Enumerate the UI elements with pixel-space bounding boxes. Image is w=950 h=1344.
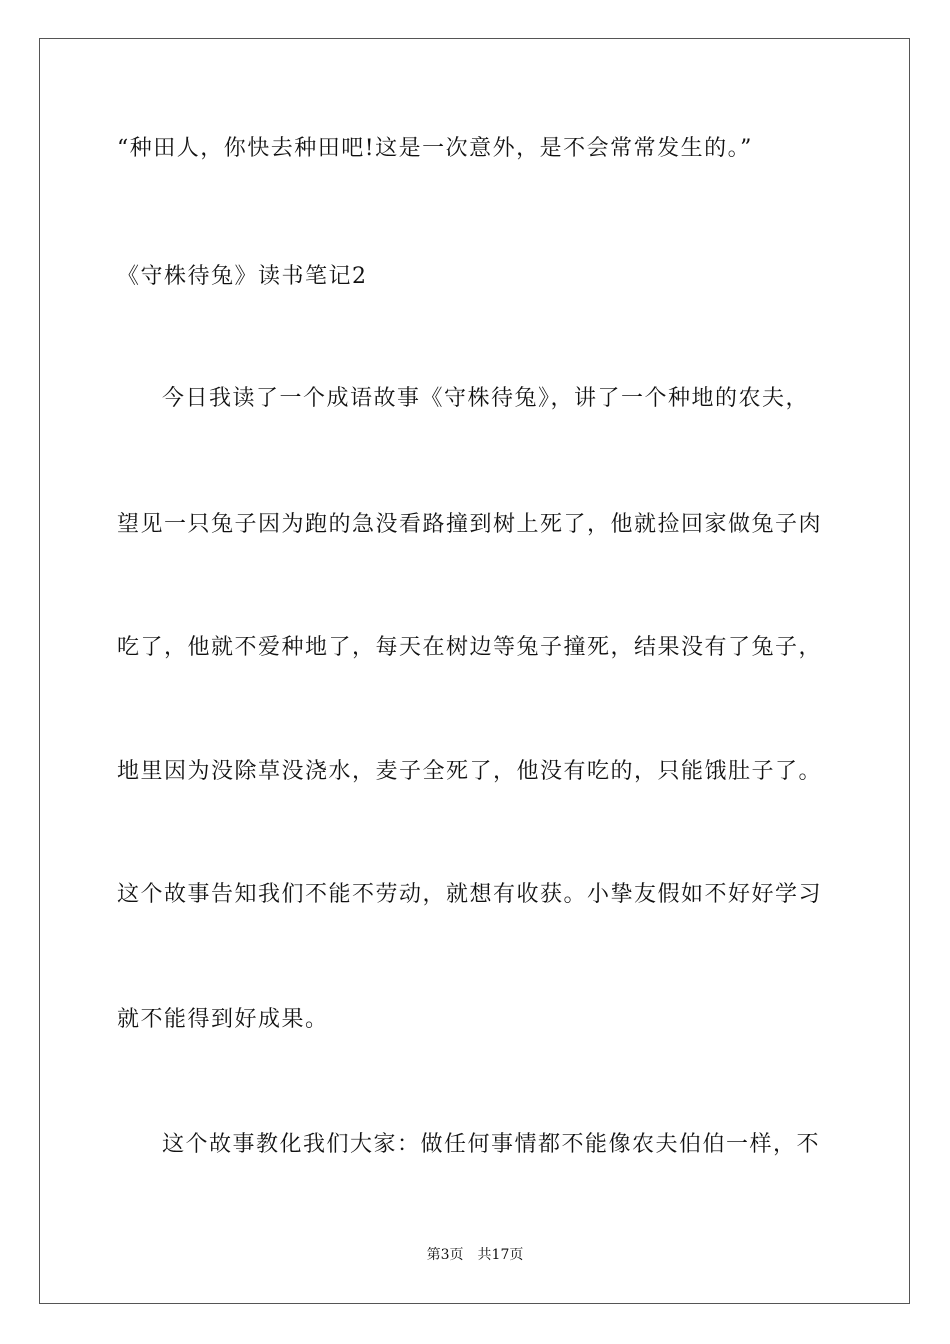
paragraph-line-4: 地里因为没除草没浇水，麦子全死了，他没有吃的，只能饿肚子了。	[117, 759, 823, 784]
page-footer	[0, 1246, 950, 1264]
paragraph-line-1: 今日我读了一个成语故事《守株待兔》，讲了一个种地的农夫，	[162, 386, 810, 411]
page-total: 共17页	[477, 1247, 524, 1263]
page-number: 第3页	[426, 1247, 464, 1263]
section-heading: 《守株待兔》读书笔记2	[117, 264, 368, 289]
paragraph-line-3: 吃了，他就不爱种地了，每天在树边等兔子撞死，结果没有了兔子，	[117, 635, 823, 660]
text-line-quote: “种田人，你快去种田吧!这是一次意外，是不会常常发生的。”	[117, 136, 753, 161]
paragraph-line-6: 就不能得到好成果。	[117, 1007, 329, 1032]
paragraph2-line-1: 这个故事教化我们大家：做任何事情都不能像农夫伯伯一样，不	[162, 1132, 821, 1157]
paragraph-line-2: 望见一只兔子因为跑的急没看路撞到树上死了，他就捡回家做兔子肉	[117, 512, 823, 537]
paragraph-line-5: 这个故事告知我们不能不劳动，就想有收获。小挚友假如不好好学习	[117, 882, 823, 907]
page-border	[39, 38, 910, 1304]
